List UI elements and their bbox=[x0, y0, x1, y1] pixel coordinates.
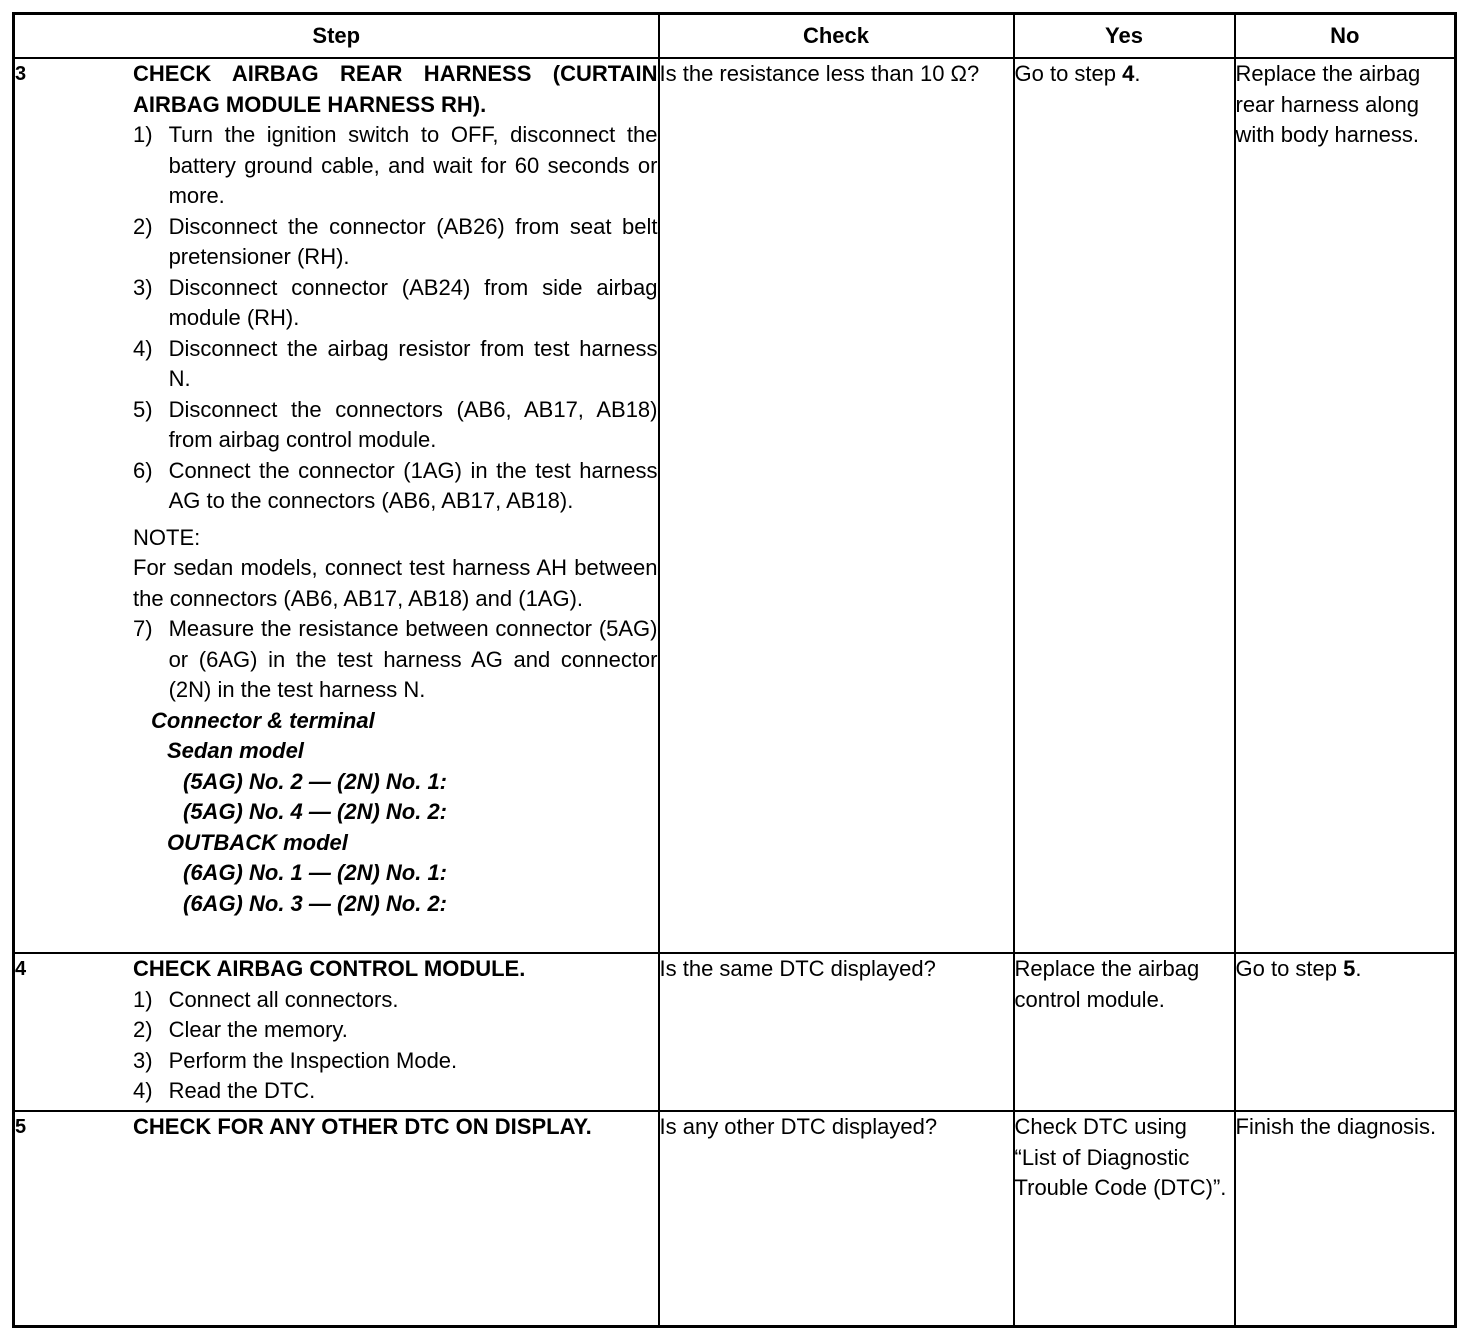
substep bbox=[133, 1046, 658, 1077]
yes-cell bbox=[1014, 58, 1235, 953]
step-number: 3 bbox=[15, 63, 27, 85]
table-row bbox=[14, 58, 1456, 953]
substep-number: 3) bbox=[133, 274, 153, 300]
no-suffix: . bbox=[1355, 956, 1362, 981]
substep bbox=[133, 273, 658, 334]
substep-number: 2) bbox=[133, 213, 153, 239]
substep-text: Read the DTC. bbox=[168, 1078, 316, 1103]
step-cell bbox=[14, 953, 659, 1111]
yes-step-ref: 4 bbox=[1122, 61, 1135, 86]
step-title: CHECK FOR ANY OTHER DTC ON DISPLAY. bbox=[133, 1114, 592, 1139]
header-check: Check bbox=[659, 14, 1014, 59]
outback-model-label: OUTBACK model bbox=[167, 829, 348, 855]
terminal-spec: (5AG) No. 4 — (2N) No. 2: bbox=[183, 799, 448, 824]
substep-number: 6) bbox=[133, 457, 153, 483]
diagnostic-table bbox=[12, 12, 1457, 1328]
yes-suffix: . bbox=[1134, 61, 1141, 86]
no-cell bbox=[1235, 1111, 1456, 1327]
substep-number: 2) bbox=[133, 1017, 153, 1042]
check-cell bbox=[659, 58, 1014, 953]
yes-prefix: Go to step bbox=[1014, 61, 1123, 86]
terminal-spec: (5AG) No. 2 — (2N) No. 1: bbox=[183, 768, 448, 794]
substep-text: Disconnect the connector (AB26) from seat belt pretensioner (RH). bbox=[168, 213, 658, 269]
no-text: Finish the diagnosis. bbox=[1235, 1114, 1437, 1139]
check-text: Is the same DTC displayed? bbox=[659, 956, 936, 981]
step-cell bbox=[14, 58, 659, 953]
substep-number: 1) bbox=[133, 122, 153, 147]
terminal-spec: (6AG) No. 3 — (2N) No. 2: bbox=[183, 890, 448, 916]
step-title: CHECK AIRBAG CONTROL MODULE. bbox=[133, 956, 526, 981]
substep bbox=[133, 395, 658, 456]
step-number: 5 bbox=[15, 1116, 27, 1138]
substep-number: 1) bbox=[133, 986, 153, 1012]
substep-number: 4) bbox=[133, 335, 153, 361]
substep-text: Disconnect connector (AB24) from side airbag module (RH). bbox=[168, 274, 658, 330]
note-text: For sedan models, connect test harness AH between the connectors (AB6, AB17, AB18) and (1AG). bbox=[133, 555, 658, 611]
substep bbox=[133, 334, 658, 395]
substep-number: 7) bbox=[133, 616, 153, 641]
table-row bbox=[14, 953, 1456, 1111]
check-text: Is the resistance less than 10 Ω? bbox=[659, 61, 980, 86]
yes-text: Check DTC using “List of Diagnostic Trouble Code (DTC)”. bbox=[1014, 1114, 1227, 1200]
substep bbox=[133, 456, 658, 517]
header-yes: Yes bbox=[1014, 14, 1235, 59]
no-step-ref: 5 bbox=[1343, 956, 1356, 981]
note-label: NOTE: bbox=[133, 524, 201, 550]
terminal-spec: (6AG) No. 1 — (2N) No. 1: bbox=[183, 860, 448, 885]
yes-text: Replace the airbag control module. bbox=[1014, 956, 1200, 1012]
substep bbox=[133, 120, 658, 212]
step-body bbox=[133, 1112, 658, 1143]
step-number: 4 bbox=[15, 958, 27, 980]
no-prefix: Go to step bbox=[1235, 956, 1344, 981]
step-title: CHECK AIRBAG REAR HARNESS (CURTAIN AIRBAG MODULE HARNESS RH). bbox=[133, 61, 658, 117]
check-text: Is any other DTC displayed? bbox=[659, 1114, 938, 1139]
yes-cell bbox=[1014, 1111, 1235, 1327]
substep bbox=[133, 212, 658, 273]
substep-text: Disconnect the airbag resistor from test harness N. bbox=[168, 335, 658, 391]
no-text: Replace the airbag rear harness along with body harness. bbox=[1235, 61, 1421, 147]
table-row bbox=[14, 1111, 1456, 1327]
header-no: No bbox=[1235, 14, 1456, 59]
check-cell bbox=[659, 1111, 1014, 1327]
yes-cell bbox=[1014, 953, 1235, 1111]
substep-text: Connect the connector (1AG) in the test harness AG to the connectors (AB6, AB17, AB18). bbox=[168, 457, 658, 513]
substep bbox=[133, 1076, 658, 1107]
substep-number: 5) bbox=[133, 396, 153, 422]
step-body bbox=[133, 954, 658, 1107]
header-row bbox=[14, 14, 1456, 59]
substep-text: Clear the memory. bbox=[168, 1017, 348, 1042]
step-cell bbox=[14, 1111, 659, 1327]
no-cell bbox=[1235, 953, 1456, 1111]
check-cell bbox=[659, 953, 1014, 1111]
step-body bbox=[133, 59, 658, 919]
substep bbox=[133, 1015, 658, 1046]
substep bbox=[133, 614, 658, 706]
substep bbox=[133, 985, 658, 1016]
substep-text: Measure the resistance between connector (5AG) or (6AG) in the test harness AG and connector (2N) in the test harness N. bbox=[168, 616, 658, 702]
substep-text: Disconnect the connectors (AB6, AB17, AB18) from airbag control module. bbox=[168, 396, 658, 452]
header-step: Step bbox=[14, 14, 659, 59]
substep-text: Connect all connectors. bbox=[168, 986, 399, 1012]
no-cell bbox=[1235, 58, 1456, 953]
sedan-model-label: Sedan model bbox=[167, 738, 304, 763]
substep-text: Turn the ignition switch to OFF, disconnect the battery ground cable, and wait for 60 seconds or more. bbox=[168, 122, 658, 208]
substep-number: 4) bbox=[133, 1078, 153, 1103]
terminal-heading: Connector & terminal bbox=[151, 707, 375, 733]
substep-text: Perform the Inspection Mode. bbox=[168, 1047, 458, 1073]
substep-number: 3) bbox=[133, 1047, 153, 1073]
